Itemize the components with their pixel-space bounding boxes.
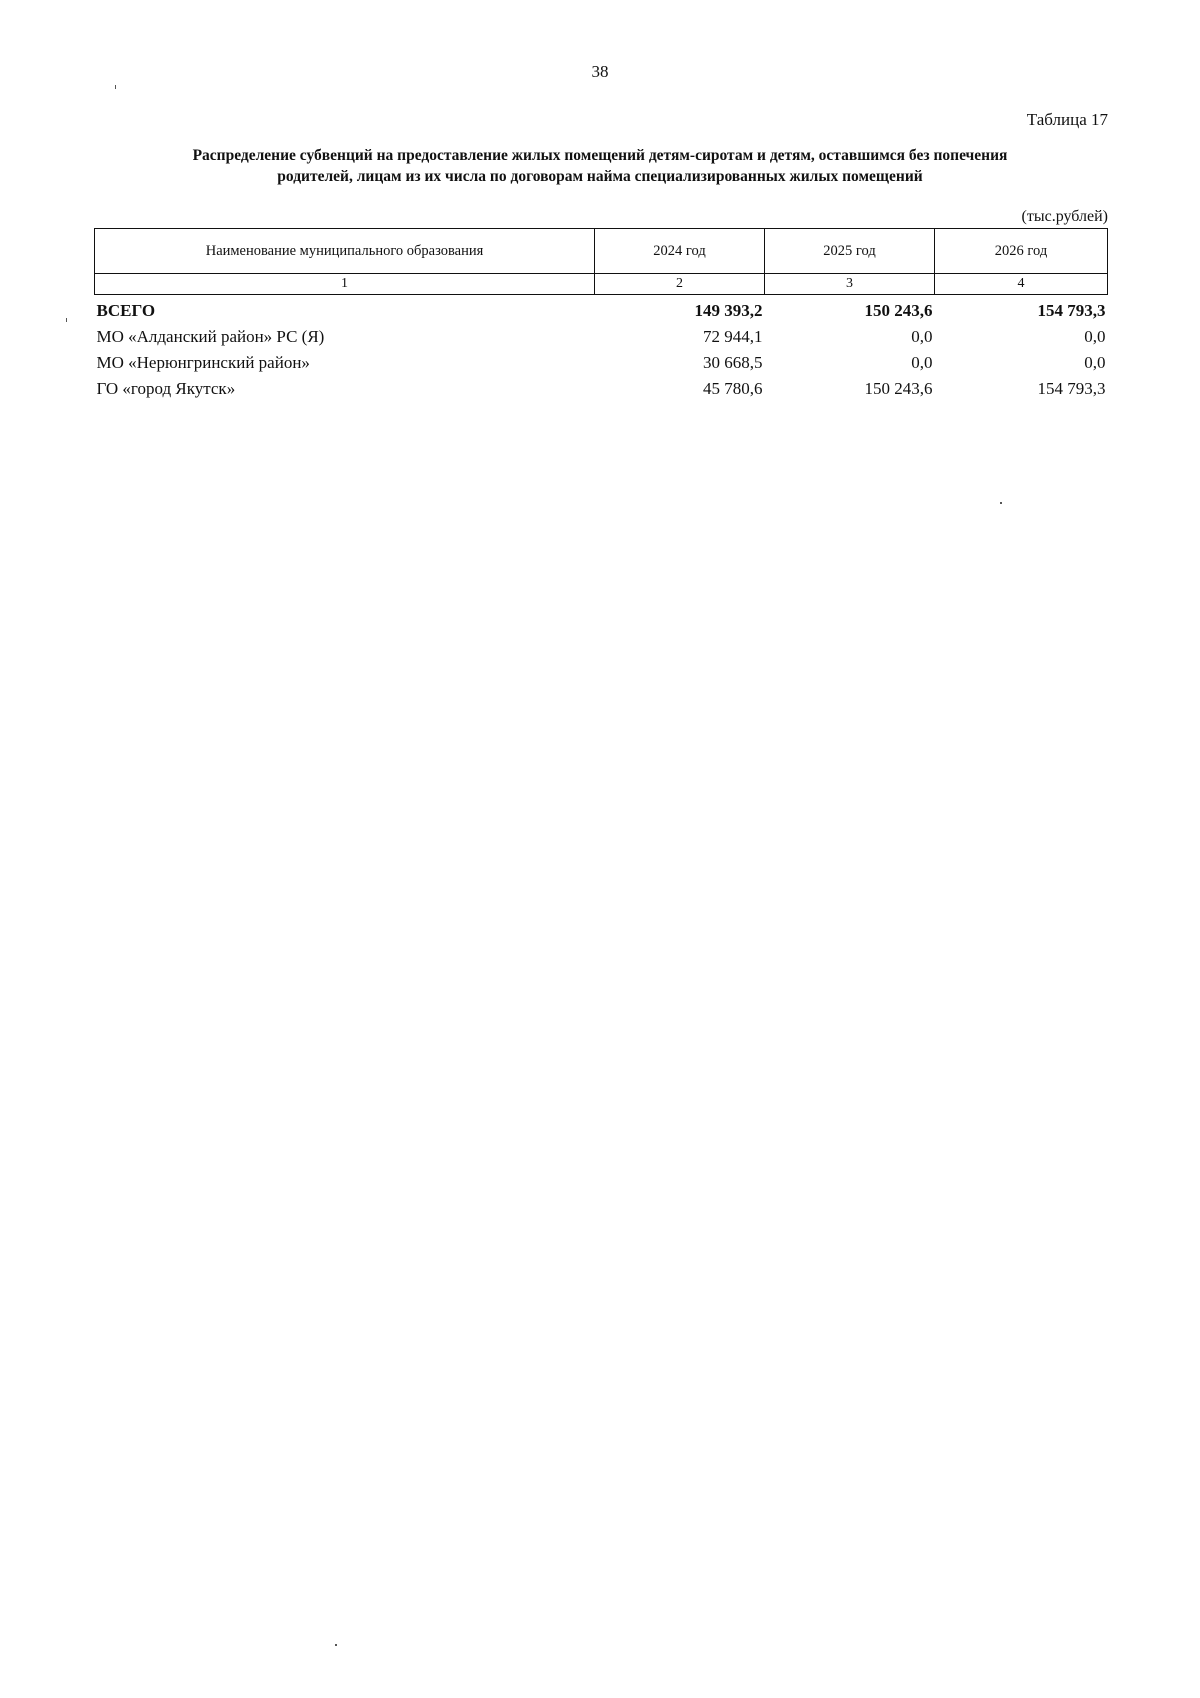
table-title-line-2: родителей, лицам из их числа по договорам найма специализированных жилых помещений bbox=[277, 168, 923, 185]
row-value-2026: 0,0 bbox=[1084, 353, 1106, 372]
row-value-2024: 45 780,6 bbox=[703, 379, 763, 398]
subvention-table bbox=[94, 228, 1108, 399]
row-value-2026: 154 793,3 bbox=[1037, 301, 1106, 320]
row-value-2024: 149 393,2 bbox=[694, 301, 763, 320]
table-label: Таблица 17 bbox=[1026, 110, 1108, 129]
table-header-row bbox=[95, 229, 1108, 274]
header-2025: 2025 год bbox=[765, 229, 935, 274]
row-value-2024: 30 668,5 bbox=[703, 353, 763, 372]
column-number: 2 bbox=[595, 274, 765, 295]
table-row-total bbox=[95, 295, 1108, 322]
row-value-2024: 72 944,1 bbox=[703, 327, 763, 346]
row-name: МО «Нерюнгринский район» bbox=[96, 353, 310, 372]
scan-speck bbox=[115, 85, 116, 89]
row-value-2026: 154 793,3 bbox=[1037, 379, 1106, 398]
column-number: 4 bbox=[935, 274, 1108, 295]
table-title-line-1: Распределение субвенций на предоставление жилых помещений детям-сиротам и детям, оставшимся без попечения bbox=[192, 147, 1008, 164]
row-value-2026: 0,0 bbox=[1084, 327, 1106, 346]
table-row bbox=[95, 373, 1108, 399]
header-2024: 2024 год bbox=[595, 229, 765, 274]
row-value-2025: 0,0 bbox=[911, 353, 933, 372]
row-name: ВСЕГО bbox=[96, 301, 156, 320]
page-number: 38 bbox=[591, 62, 609, 81]
row-name: ГО «город Якутск» bbox=[96, 379, 236, 398]
column-number: 1 bbox=[95, 274, 595, 295]
scan-speck bbox=[1000, 502, 1002, 504]
table-row bbox=[95, 321, 1108, 347]
column-number-row bbox=[95, 274, 1108, 295]
header-municipality: Наименование муниципального образования bbox=[95, 229, 595, 274]
units-note: (тыс.рублей) bbox=[1021, 208, 1108, 225]
row-value-2025: 0,0 bbox=[911, 327, 933, 346]
row-value-2025: 150 243,6 bbox=[864, 379, 933, 398]
scan-speck bbox=[335, 1644, 337, 1646]
row-value-2025: 150 243,6 bbox=[864, 301, 933, 320]
table-row bbox=[95, 347, 1108, 373]
scan-speck bbox=[66, 318, 67, 322]
column-number: 3 bbox=[765, 274, 935, 295]
table-title bbox=[95, 145, 1105, 187]
header-2026: 2026 год bbox=[935, 229, 1108, 274]
row-name: МО «Алданский район» РС (Я) bbox=[96, 327, 325, 346]
